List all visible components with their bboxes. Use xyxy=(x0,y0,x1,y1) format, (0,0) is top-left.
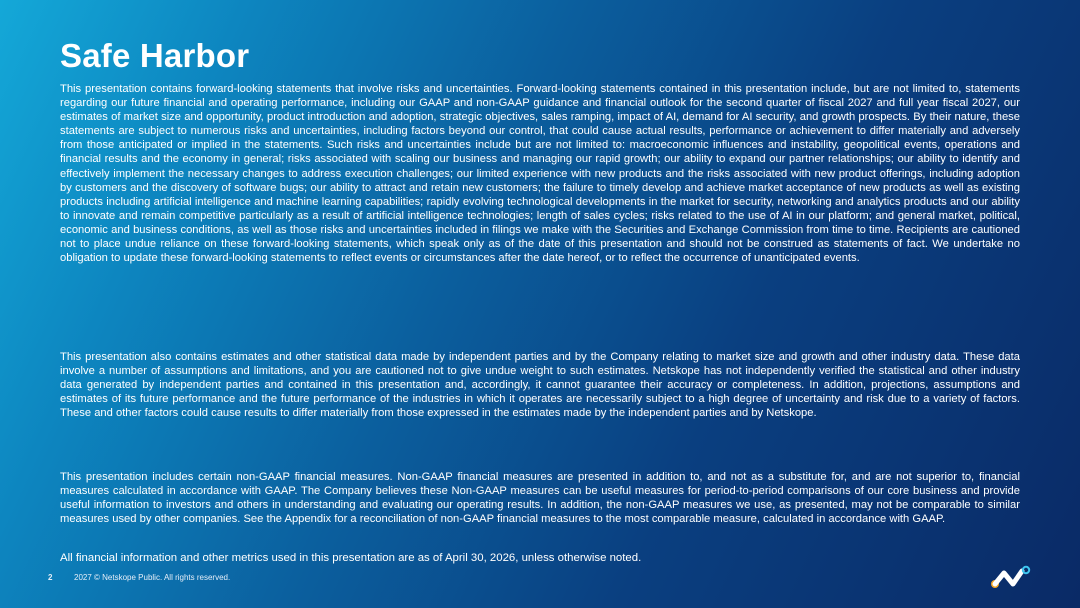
slide-title: Safe Harbor xyxy=(60,37,250,74)
footer xyxy=(48,573,230,583)
copyright-notice: 2027 © Netskope Public. All rights reserved. xyxy=(74,573,231,582)
statistical-data-paragraph: This presentation also contains estimates and other statistical data made by independent parties and by the Company relating to market size and growth and other industry data. These data involve a number of assumptions and limitations, and you are cautioned not to give undue weight to such estimates. Netskope has not independently verified the statistical and other industry data generated by independent parties and contained in this presentation and, accordingly, it cannot guarantee their accuracy or completeness. In addition, projections, assumptions and estimates of its future performance and the future performance of the industries in which it operates are necessarily subject to a high degree of uncertainty and risk due to a variety of factors. These and other factors could cause results to differ materially from those expressed in the estimates made by the independent parties and by Netskope. xyxy=(60,351,1020,420)
netskope-logo-icon xyxy=(990,565,1032,589)
page-number: 2 xyxy=(48,573,53,582)
as-of-date-note: All financial information and other metrics used in this presentation are as of April 30, 2026, unless otherwise noted. xyxy=(60,552,642,564)
forward-looking-statements-paragraph: This presentation contains forward-looking statements that involve risks and uncertainties. Forward-looking statements contained in this presentation include, but are not limited to, statements regarding our future financial and operating performance, including our GAAP and non-GAAP guidance and financial outlook for the second quarter of fiscal 2027 and full year fiscal 2027, our estimates of market size and opportunity, product introduction and adoption, strategic objectives, sales ramping, impact of AI, demand for AI security, and growth prospects. By their nature, these statements are subject to numerous risks and uncertainties, including factors beyond our control, that could cause actual results, performance or achievement to differ materially and adversely from those anticipated or implied in the statements. Such risks and uncertainties include but are not limited to: macroeconomic influences and instability, geopolitical events, operations and financial results and the economy in general; risks associated with scaling our business and managing our rapid growth; our ability to expand our partner relationships; our ability to identify and effectively implement the necessary changes to address execution challenges; our limited experience with new products and the risks associated with new product offerings, including adoption by customers and the discovery of software bugs; our ability to attract and retain new customers; the failure to timely develop and achieve market acceptance of new products as well as existing products including artificial intelligence and machine learning capabilities; rapidly evolving technological developments in the market for security, networking and analytics products and our ability to innovate and remain competitive particularly as a result of artificial intelligence technologies; length of sales cycles; risks related to the use of AI in our platform; and general market, political, economic and business conditions, as well as those risks and uncertainties included in filings we make with the Securities and Exchange Commission from time to time. Recipients are cautioned not to place undue reliance on these forward-looking statements, which speak only as of the date of this presentation and should not be construed as statements of fact. We undertake no obligation to update these forward-looking statements to reflect events or circumstances after the date hereof, or to reflect the occurrence of unanticipated events. xyxy=(60,83,1020,265)
non-gaap-paragraph: This presentation includes certain non-GAAP financial measures. Non-GAAP financial measures are presented in addition to, and not as a substitute for, and are not superior to, financial measures calculated in accordance with GAAP. The Company believes these Non-GAAP measures can be useful measures for period-to-period comparisons of our core business and provide useful information to investors and others in understanding and evaluating our operating results. In addition, the non-GAAP measures we use, as presented, may not be comparable to similar measures used by other companies. See the Appendix for a reconciliation of non-GAAP financial measures to the most comparable measure, calculated in accordance with GAAP. xyxy=(60,471,1020,526)
